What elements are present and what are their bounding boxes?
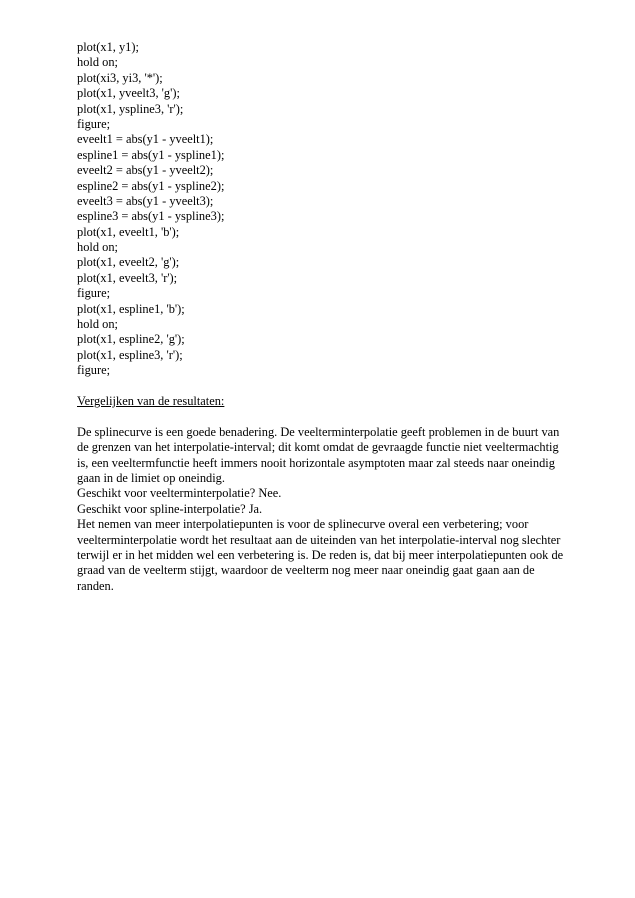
page-content xyxy=(77,40,567,594)
code-line: plot(x1, eveelt3, 'r'); xyxy=(77,270,178,285)
code-line: hold on; xyxy=(77,55,118,70)
paragraph-more-points: Het nemen van meer interpolatiepunten is voor de splinecurve overal een verbetering; voor veelterminterpolatie wordt het resultaat aan de uiteinden van het interpolatie-interval nog slechter terwijl er in het midden wel een verbetering is. De reden is, dat bij meer interpolatiepunten ook de graad van de veelterm stijgt, waardoor de veelterm nog meer naar oneindig gaat gaan aan de randen. xyxy=(77,517,564,593)
code-line: hold on; xyxy=(77,317,118,332)
code-line: espline1 = abs(y1 - yspline1); xyxy=(77,147,225,162)
code-line: espline3 = abs(y1 - yspline3); xyxy=(77,209,225,224)
matlab-code-block xyxy=(77,40,567,379)
code-line: plot(x1, y1); xyxy=(77,40,139,54)
code-line: plot(x1, yspline3, 'r'); xyxy=(77,101,184,116)
section-heading: Vergelijken van de resultaten: xyxy=(77,393,225,408)
code-line: figure; xyxy=(77,116,111,131)
code-line: plot(x1, espline1, 'b'); xyxy=(77,301,185,316)
code-line: figure; xyxy=(77,286,111,301)
code-line: eveelt1 = abs(y1 - yveelt1); xyxy=(77,132,214,147)
blank-line xyxy=(77,409,567,424)
code-line: eveelt3 = abs(y1 - yveelt3); xyxy=(77,193,214,208)
code-line: plot(x1, espline2, 'g'); xyxy=(77,332,185,347)
code-line: figure; xyxy=(77,363,111,378)
code-line: eveelt2 = abs(y1 - yveelt2); xyxy=(77,163,214,178)
paragraph-comparison: De splinecurve is een goede benadering. De veelterminterpolatie geeft problemen in de buurt van de grenzen van het interpolatie-interval; dit komt omdat de gevraagde functie niet veeltermachtig is, een veeltermfunctie heeft immers nooit horizontale asymptoten maar zal steeds naar oneindig gaan in de limiet op oneindig. xyxy=(77,424,560,485)
code-line: plot(x1, eveelt2, 'g'); xyxy=(77,255,180,270)
paragraph-spline-suitability: Geschikt voor spline-interpolatie? Ja. xyxy=(77,501,263,516)
code-line: plot(x1, yveelt3, 'g'); xyxy=(77,86,180,101)
code-line: hold on; xyxy=(77,240,118,255)
code-line: plot(x1, eveelt1, 'b'); xyxy=(77,224,180,239)
paragraph-polynomial-suitability: Geschikt voor veelterminterpolatie? Nee. xyxy=(77,486,282,501)
blank-line xyxy=(77,379,567,394)
results-text xyxy=(77,425,567,594)
code-line: espline2 = abs(y1 - yspline2); xyxy=(77,178,225,193)
code-line: plot(x1, espline3, 'r'); xyxy=(77,347,183,362)
code-line: plot(xi3, yi3, '*'); xyxy=(77,70,163,85)
